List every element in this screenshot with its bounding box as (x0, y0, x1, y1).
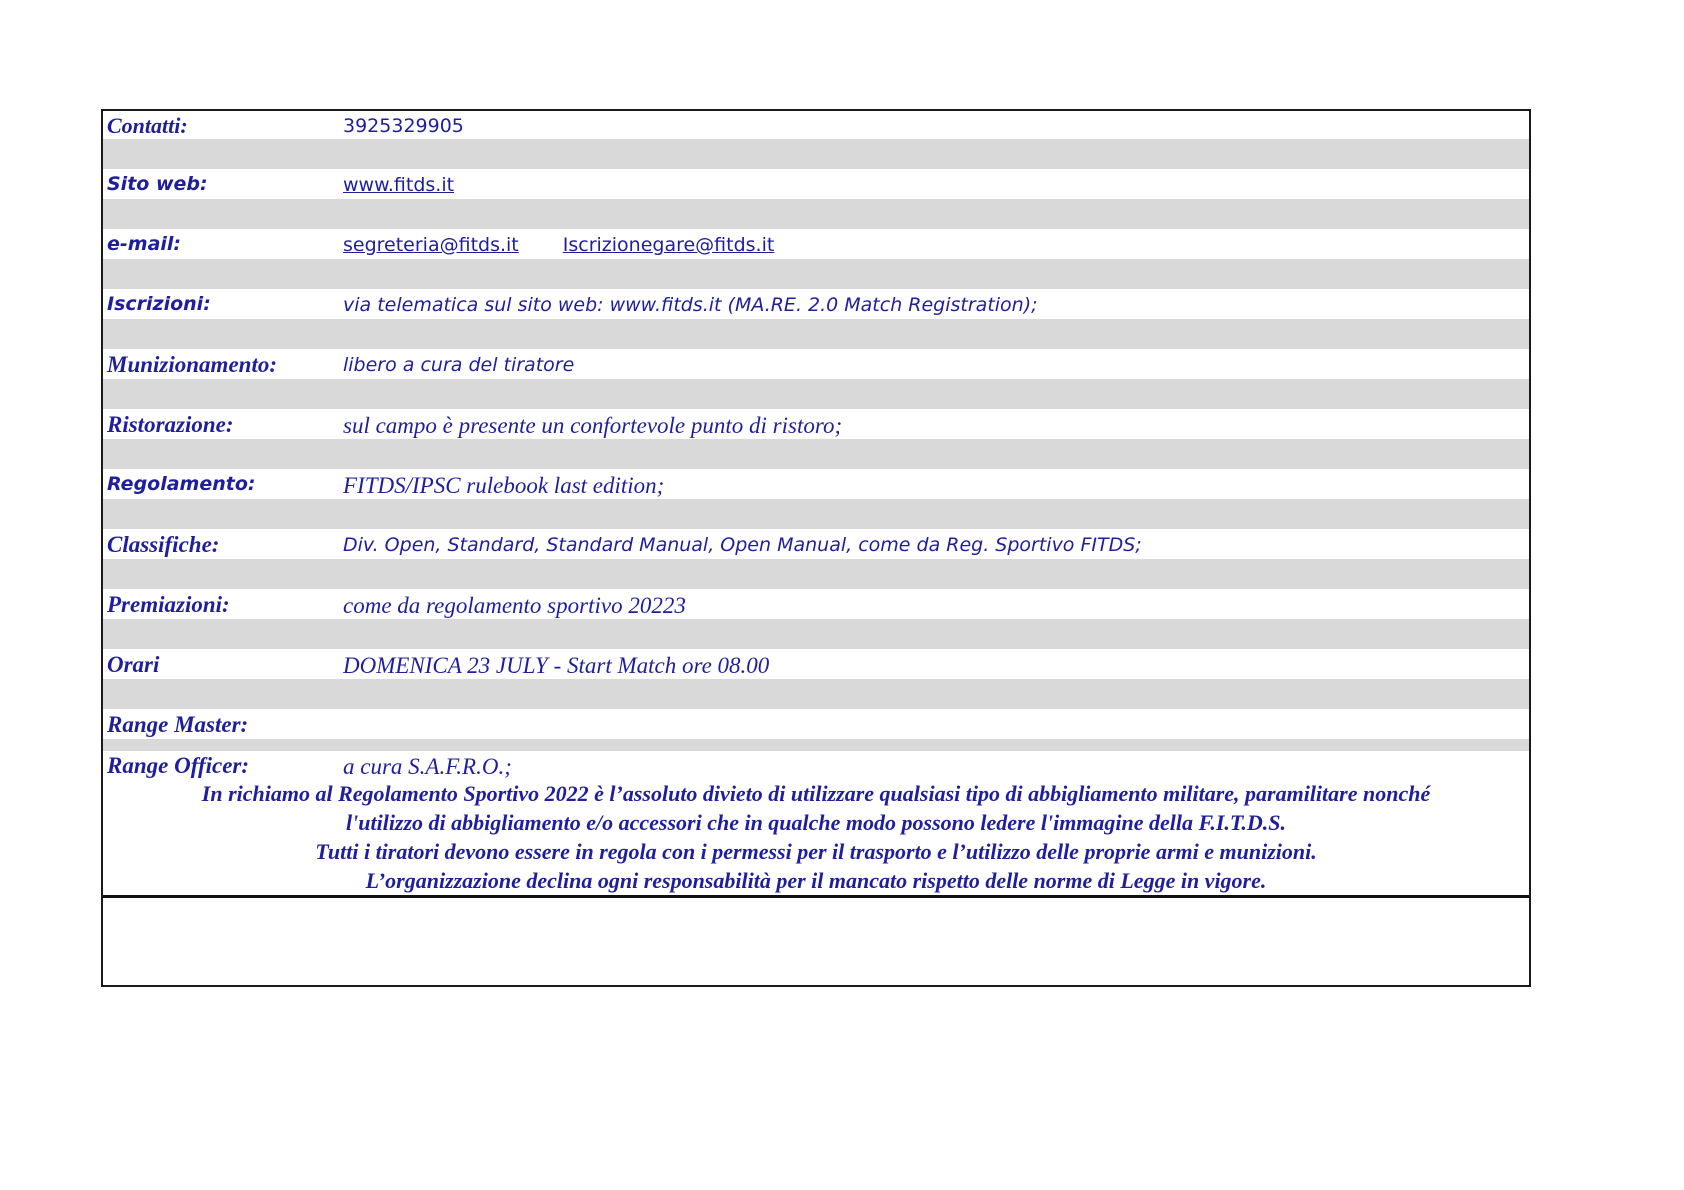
regolamento-label: Regolamento: (107, 473, 256, 495)
row-separator (103, 559, 1529, 589)
row-separator (103, 499, 1529, 529)
row-separator (103, 379, 1529, 409)
row-munizionamento (103, 350, 1529, 379)
classifiche-label: Classifiche: (107, 532, 220, 557)
munizionamento-value: libero a cura del tiratore (343, 354, 575, 376)
row-separator (103, 739, 1529, 751)
email-link-segreteria[interactable]: segreteria@fitds.it (343, 234, 519, 256)
premiazioni-label: Premiazioni: (107, 592, 230, 617)
row-separator (103, 679, 1529, 709)
iscrizioni-label: Iscrizioni: (107, 293, 211, 315)
email-link-iscrizioni[interactable]: Iscrizionegare@fitds.it (562, 234, 775, 256)
premiazioni-value: come da regolamento sportivo 20223 (343, 593, 686, 618)
iscrizioni-value: via telematica sul sito web: www.fitds.it (MA.RE. 2.0 Match Registration); (343, 294, 1038, 316)
row-separator (103, 439, 1529, 469)
email-value-cell (343, 230, 774, 259)
row-separator (103, 139, 1529, 169)
row-classifiche (103, 530, 1529, 559)
range-officer-label: Range Officer: (107, 753, 250, 778)
notice-line-1: In richiamo al Regolamento Sportivo 2022 è l’assoluto divieto di utilizzare qualsiasi tipo di abbigliamento militare, paramilitare nonché (201, 781, 1431, 806)
ristorazione-label: Ristorazione: (107, 412, 234, 437)
row-orari (103, 650, 1529, 679)
contatti-value: 3925329905 (343, 115, 464, 137)
row-range-officer (103, 751, 1529, 780)
row-separator (103, 259, 1529, 289)
row-regolamento (103, 470, 1529, 499)
range-master-label: Range Master: (107, 712, 249, 737)
row-range-master (103, 710, 1529, 739)
sito-web-label: Sito web: (107, 173, 208, 195)
row-separator (103, 199, 1529, 229)
website-link[interactable]: www.fitds.it (343, 174, 455, 196)
orari-label: Orari (107, 652, 160, 677)
notice-line-3: Tutti i tiratori devono essere in regola con i permessi per il trasporto e l’utilizzo delle proprie armi e munizioni. (315, 839, 1317, 864)
row-sito-web (103, 170, 1529, 199)
email-label: e-mail: (107, 233, 182, 255)
event-info-table (101, 109, 1531, 987)
range-officer-value: a cura S.A.F.R.O.; (343, 754, 512, 779)
orari-value: DOMENICA 23 JULY - Start Match ore 08.00 (343, 653, 770, 678)
row-email (103, 230, 1529, 259)
classifiche-value: Div. Open, Standard, Standard Manual, Open Manual, come da Reg. Sportivo FITDS; (343, 534, 1142, 556)
notice-line-4: L’organizzazione declina ogni responsabilità per il mancato rispetto delle norme di Legge in vigore. (365, 868, 1267, 893)
munizionamento-label: Munizionamento: (107, 352, 277, 377)
regulation-notice (103, 779, 1529, 895)
contatti-label: Contatti: (107, 113, 188, 138)
row-contatti (103, 111, 1529, 140)
row-separator (103, 619, 1529, 649)
row-ristorazione (103, 410, 1529, 439)
row-separator (103, 319, 1529, 349)
row-premiazioni (103, 590, 1529, 619)
sito-web-value-cell (343, 170, 454, 199)
regolamento-value: FITDS/IPSC rulebook last edition; (343, 473, 665, 498)
notice-line-2: l'utilizzo di abbigliamento e/o accessori che in qualche modo possono ledere l'immagine della F.I.T.D.S. (346, 810, 1286, 835)
row-iscrizioni (103, 290, 1529, 319)
empty-footer-cell (103, 898, 1529, 985)
ristorazione-value: sul campo è presente un confortevole punto di ristoro; (343, 413, 843, 438)
